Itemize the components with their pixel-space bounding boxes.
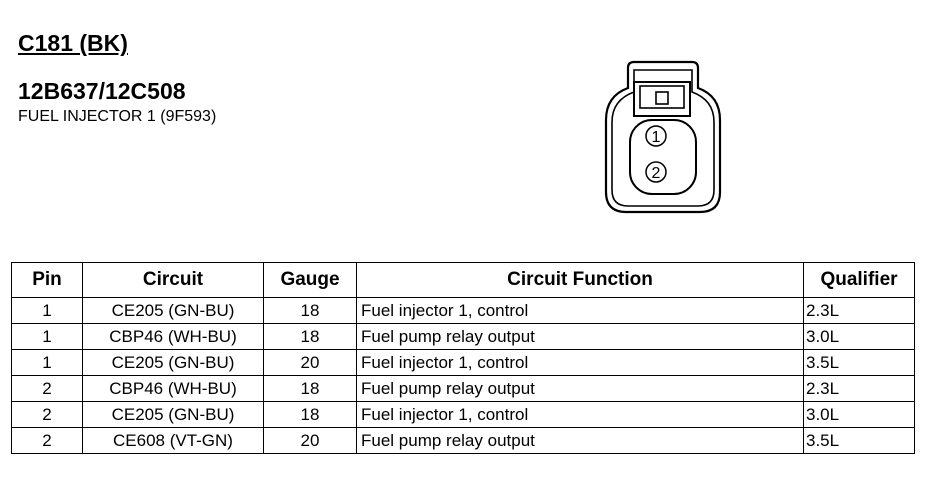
pin-1-label: 1 — [651, 129, 661, 146]
table-row — [12, 350, 915, 376]
part-number: 12B637/12C508 — [18, 78, 186, 104]
cell-qualifier: 3.0L — [804, 402, 915, 428]
cell-gauge: 18 — [264, 376, 357, 402]
cell-function: Fuel injector 1, control — [357, 350, 804, 376]
cell-gauge: 20 — [264, 428, 357, 454]
header-pin: Pin — [12, 263, 83, 298]
header-qualifier: Qualifier — [804, 263, 915, 298]
cell-circuit: CE608 (VT-GN) — [83, 428, 264, 454]
cell-pin: 1 — [12, 324, 83, 350]
cell-circuit: CBP46 (WH-BU) — [83, 376, 264, 402]
pin-2-label: 2 — [651, 165, 661, 182]
cell-qualifier: 3.5L — [804, 428, 915, 454]
cell-qualifier: 3.0L — [804, 324, 915, 350]
cell-function: Fuel injector 1, control — [357, 402, 804, 428]
pin-cavity — [630, 120, 696, 194]
table-row — [12, 376, 915, 402]
cell-function: Fuel pump relay output — [357, 428, 804, 454]
connector-face-diagram — [604, 60, 722, 216]
cell-function: Fuel injector 1, control — [357, 298, 804, 324]
connector-inner-outline — [612, 70, 714, 206]
table-row — [12, 428, 915, 454]
header-gauge: Gauge — [264, 263, 357, 298]
table-row — [12, 324, 915, 350]
header-circuit: Circuit — [83, 263, 264, 298]
cell-circuit: CE205 (GN-BU) — [83, 402, 264, 428]
cell-pin: 1 — [12, 298, 83, 324]
connector-id: C181 (BK) — [18, 30, 128, 56]
cell-qualifier: 2.3L — [804, 376, 915, 402]
table-row — [12, 402, 915, 428]
cell-function: Fuel pump relay output — [357, 376, 804, 402]
cell-qualifier: 2.3L — [804, 298, 915, 324]
cell-gauge: 18 — [264, 402, 357, 428]
locking-tab-notch — [656, 92, 668, 104]
table-row — [12, 298, 915, 324]
cell-gauge: 18 — [264, 298, 357, 324]
table-header-row — [12, 263, 915, 298]
pinout-table — [11, 262, 915, 454]
cell-function: Fuel pump relay output — [357, 324, 804, 350]
cell-pin: 2 — [12, 402, 83, 428]
cell-circuit: CE205 (GN-BU) — [83, 350, 264, 376]
component-description: FUEL INJECTOR 1 (9F593) — [18, 108, 217, 125]
cell-pin: 1 — [12, 350, 83, 376]
cell-gauge: 20 — [264, 350, 357, 376]
cell-circuit: CBP46 (WH-BU) — [83, 324, 264, 350]
cell-pin: 2 — [12, 428, 83, 454]
header-circuit-function: Circuit Function — [357, 263, 804, 298]
cell-circuit: CE205 (GN-BU) — [83, 298, 264, 324]
cell-qualifier: 3.5L — [804, 350, 915, 376]
cell-pin: 2 — [12, 376, 83, 402]
cell-gauge: 18 — [264, 324, 357, 350]
connector-outer-body — [606, 62, 720, 212]
